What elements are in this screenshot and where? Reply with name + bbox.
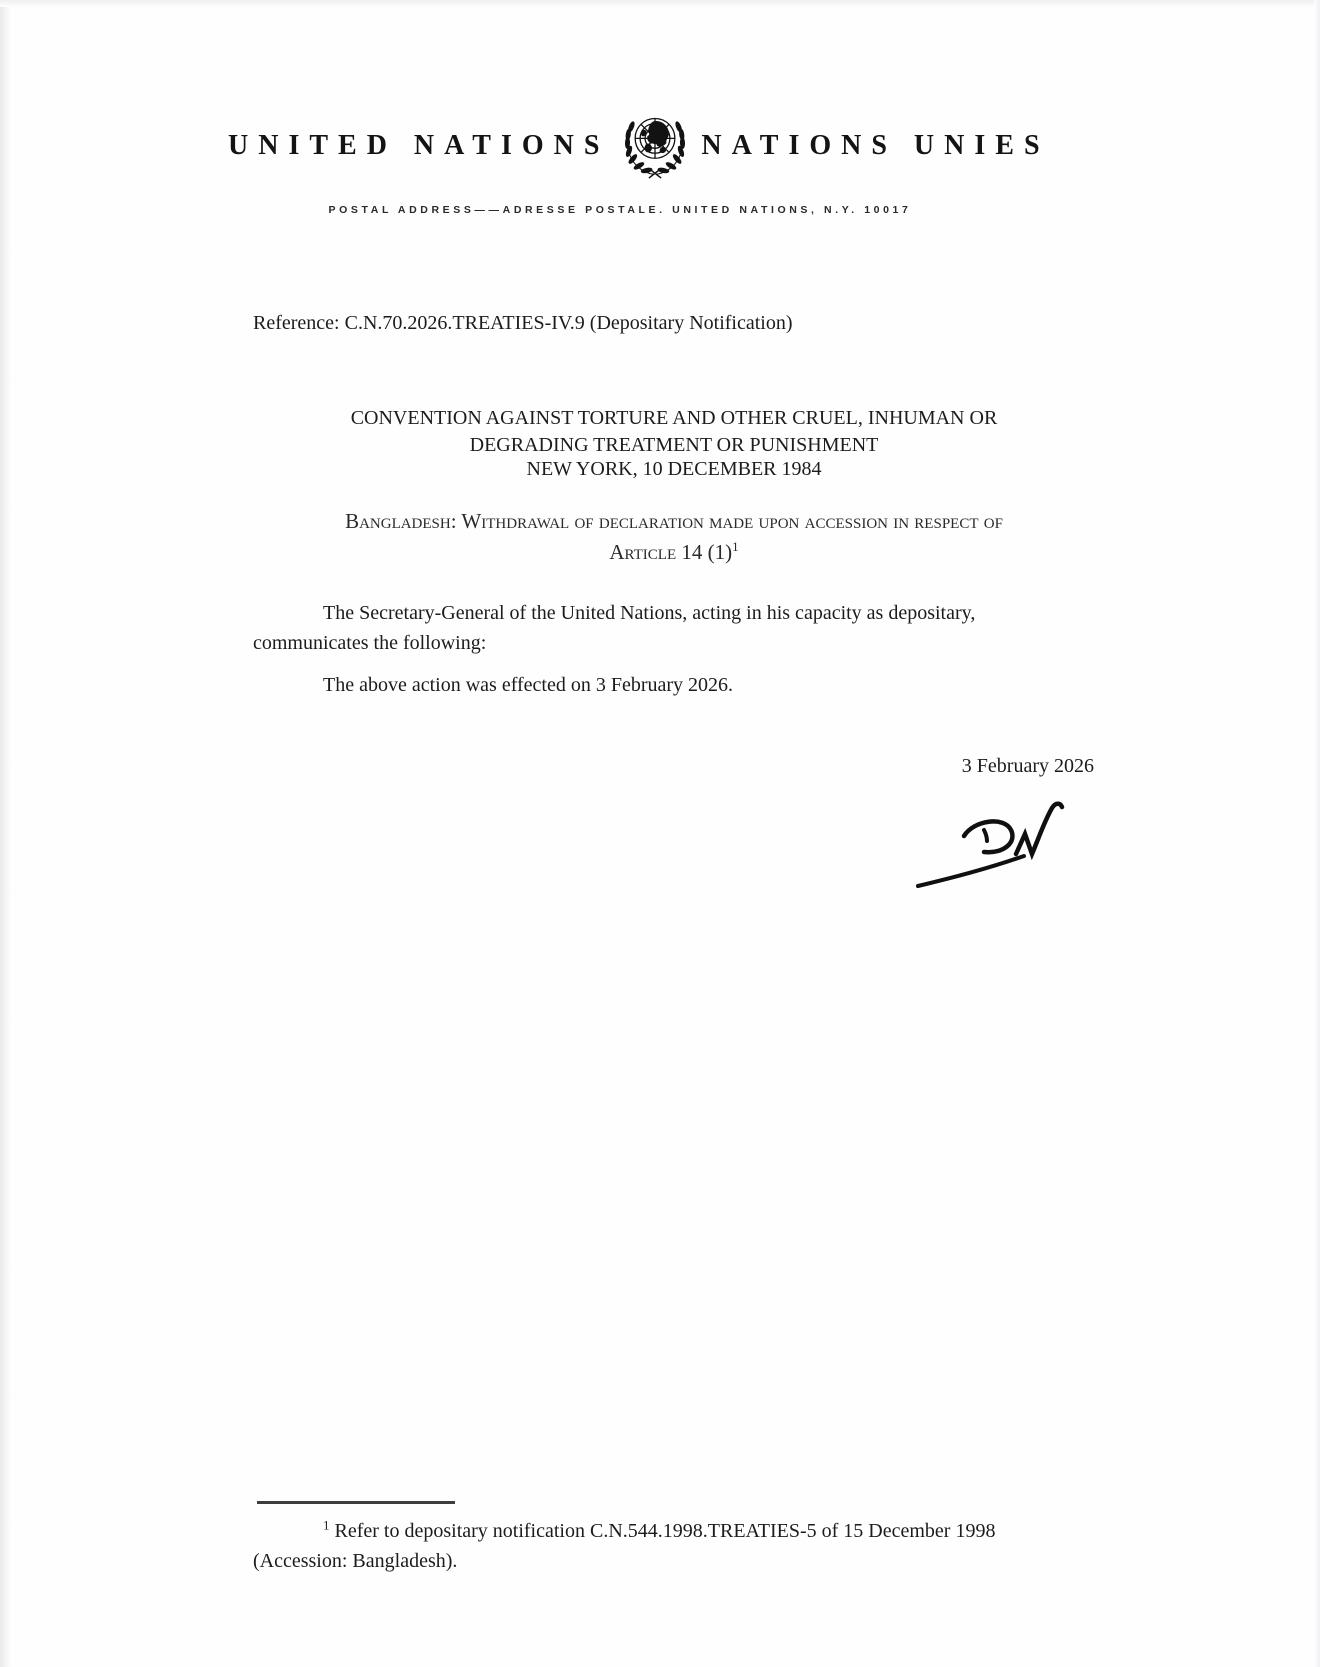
subject-line2: Article 14 $(1)^1$ [609,539,739,564]
letterhead [228,104,1050,188]
paragraph1-line1: The Secretary-General of the United Nations, acting in his capacity as depositary, [323,602,976,624]
footnote-marker: 1 [323,1517,330,1533]
footnote-reference-mark: 1 [732,539,739,554]
paragraph2-text: The above action was effected on 3 February 2026. [323,674,734,696]
treaty-place-date: NEW YORK, 10 DECEMBER 1984 [526,458,822,480]
signature-dn [912,790,1097,898]
subject-line1: Bangladesh: Withdrawal of declaration made upon accession in respect of [345,509,1003,533]
notification-date: 3 February 2026 [961,755,1094,777]
body-paragraph-1 [253,598,1098,658]
notification-subject [253,506,1095,568]
treaty-title [253,405,1095,459]
footnote-separator-rule [257,1501,455,1504]
treaty-title-line1: CONVENTION AGAINST TORTURE AND OTHER CRUEL, INHUMAN OR [350,407,998,429]
treaty-title-line2: DEGRADING TREATMENT OR PUNISHMENT [469,434,879,456]
org-name-french: NATIONS UNIES [701,130,1050,161]
body-paragraph-2 [253,670,1098,700]
reference-line: Reference: C.N.70.2026.TREATIES-IV.9 (Depositary Notification) [253,312,793,334]
footnote-line2: (Accession: Bangladesh). [253,1550,458,1572]
scan-edge-top [0,0,1320,7]
paragraph1-line2: communicates the following: [253,632,487,654]
scan-edge-right [1314,0,1320,1667]
footnote-line1: $^1$ Refer to depositary notification C.N.544.1998.TREATIES-5 of 15 December 1998 [323,1517,996,1542]
un-emblem-icon [609,104,701,188]
scan-edge-left [0,0,12,1667]
postal-address-line: POSTAL ADDRESS——ADRESSE POSTALE. UNITED NATIONS, N.Y. 10017 [328,204,912,216]
footnote [253,1516,1103,1576]
org-name-english: UNITED NATIONS [228,130,610,161]
